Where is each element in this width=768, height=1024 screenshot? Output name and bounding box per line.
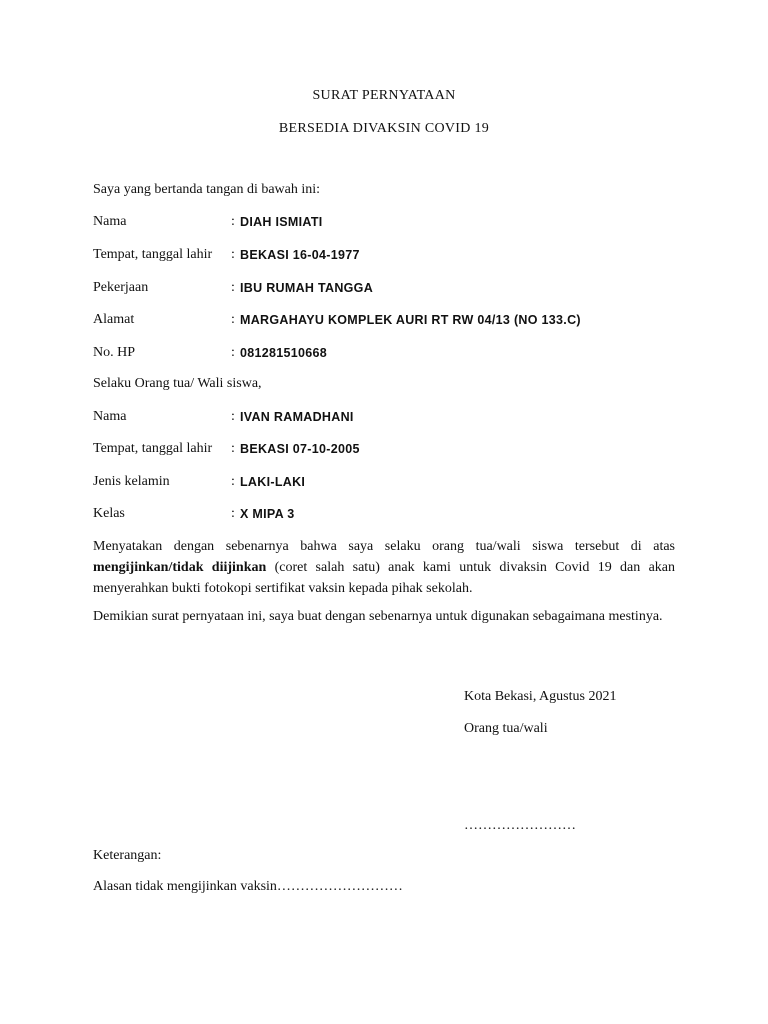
signature-role: Orang tua/wali [464, 721, 548, 736]
separator: : [231, 280, 235, 295]
intro-text: Saya yang bertanda tangan di bawah ini: [93, 182, 321, 197]
parent-birth-label: Tempat, tanggal lahir [93, 247, 213, 262]
reason-line: Alasan tidak mengijinkan vaksin……………………… [93, 879, 403, 894]
separator: : [231, 214, 235, 229]
signature-place-date: Kota Bekasi, Agustus 2021 [464, 689, 617, 704]
student-gender-value: LAKI-LAKI [240, 475, 306, 489]
notes-label: Keterangan: [93, 848, 162, 863]
signature-line: …………………… [464, 818, 576, 833]
student-name-label: Nama [93, 409, 127, 424]
student-class-value: X MIPA 3 [240, 507, 295, 521]
separator: : [231, 345, 235, 360]
statement-paragraph [93, 536, 675, 599]
parent-job-label: Pekerjaan [93, 280, 149, 295]
parent-birth-value: BEKASI 16-04-1977 [240, 248, 360, 262]
separator: : [231, 506, 235, 521]
document-subtitle: BERSEDIA DIVAKSIN COVID 19 [278, 121, 490, 136]
statement-text-1: Menyatakan dengan sebenarnya bahwa saya selaku orang tua/wali siswa tersebut di atas [93, 539, 675, 554]
parent-address-label: Alamat [93, 312, 135, 327]
parent-phone-label: No. HP [93, 345, 136, 360]
student-gender-label: Jenis kelamin [93, 474, 170, 489]
statement-bold-choice: mengijinkan/tidak diijinkan [93, 560, 267, 575]
parent-address-value: MARGAHAYU KOMPLEK AURI RT RW 04/13 (NO 133.C) [240, 313, 581, 327]
separator: : [231, 312, 235, 327]
separator: : [231, 441, 235, 456]
parent-job-value: IBU RUMAH TANGGA [240, 281, 374, 295]
separator: : [231, 474, 235, 489]
parent-name-label: Nama [93, 214, 127, 229]
closing-paragraph: Demikian surat pernyataan ini, saya buat dengan sebenarnya untuk digunakan sebagaimana mestinya. [93, 609, 663, 624]
statement-text-2: (coret salah satu) anak kami untuk divaksin Covid 19 dan akan menyerahkan bukti fotokopi sertifikat vaksin kepada pihak sekolah. [93, 560, 676, 596]
student-class-label: Kelas [93, 506, 125, 521]
parent-phone-value: 081281510668 [240, 346, 328, 360]
guardian-intro: Selaku Orang tua/ Wali siswa, [93, 376, 262, 391]
separator: : [231, 409, 235, 424]
document-title: SURAT PERNYATAAN [312, 88, 456, 103]
student-birth-label: Tempat, tanggal lahir [93, 441, 213, 456]
separator: : [231, 247, 235, 262]
student-name-value: IVAN RAMADHANI [240, 410, 354, 424]
parent-name-value: DIAH ISMIATI [240, 215, 323, 229]
student-birth-value: BEKASI 07-10-2005 [240, 442, 360, 456]
